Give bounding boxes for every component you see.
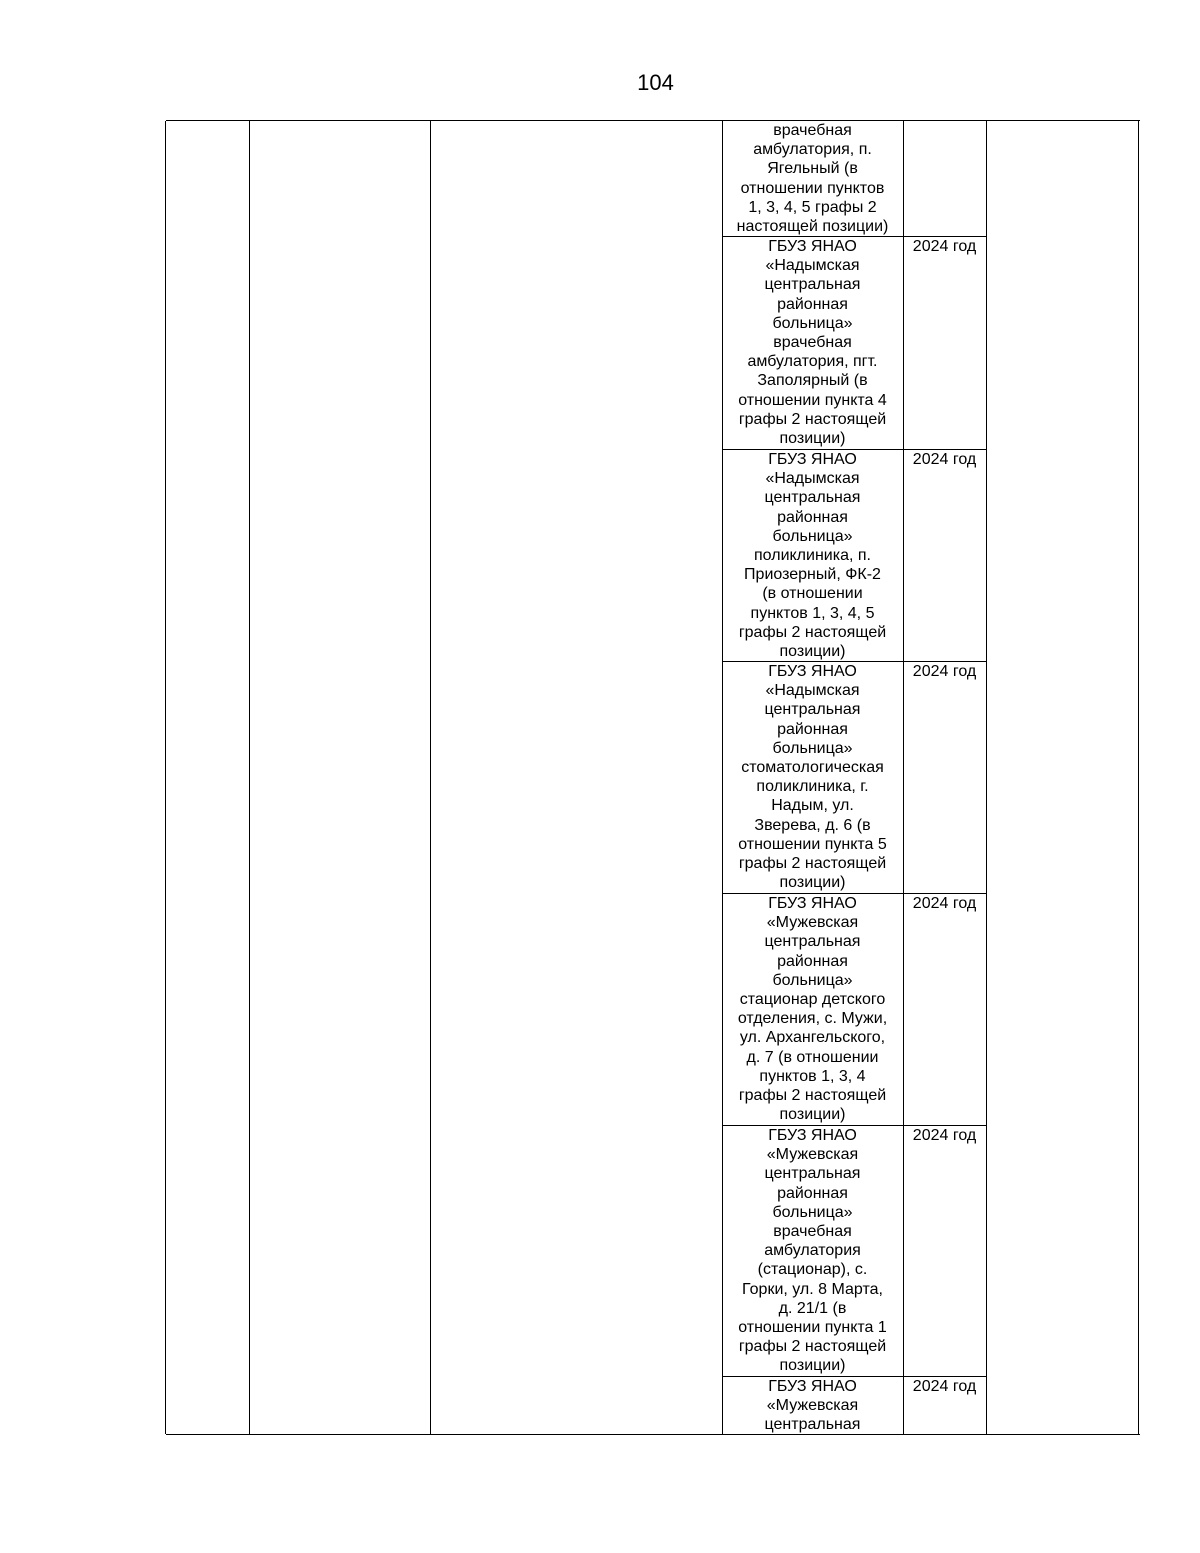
column-divider-1 (249, 121, 250, 1434)
table-row (722, 1125, 986, 1376)
column-divider-2 (430, 121, 431, 1434)
organization-cell: ГБУЗ ЯНАО «Мужевская центральная районная больница» стационар детского отделения, с. Мужи, ул. Архангельского, д. 7 (в отношении пунктов 1, 3, 4 графы 2 настоящей позиции) (737, 895, 888, 1124)
table-row (722, 449, 986, 661)
year-cell: 2024 год (912, 1127, 977, 1144)
year-cell: 2024 год (912, 238, 977, 255)
table-border-right (1138, 121, 1139, 1434)
table-row (722, 236, 986, 449)
organization-cell: ГБУЗ ЯНАО «Надымская центральная районная больница» стоматологическая поликлиника, г. Надым, ул. Зверева, д. 6 (в отношении пункта 5 графы 2 настоящей позиции) (738, 663, 887, 892)
organization-cell: ГБУЗ ЯНАО «Надымская центральная районная больница» поликлиника, п. Приозерный, ФК-2 (в отношении пунктов 1, 3, 4, 5 графы 2 настоящей позиции) (738, 451, 887, 661)
organization-cell: ГБУЗ ЯНАО «Мужевская центральная районная больница» врачебная амбулатория (стационар), с. Горки, ул. 8 Марта, д. 21/1 (в отношении пункта 1 графы 2 настоящей позиции) (738, 1127, 887, 1375)
page-number: 104 (637, 70, 674, 95)
table-row (722, 893, 986, 1125)
organization-cell: врачебная амбулатория, п. Ягельный (в отношении пунктов 1, 3, 4, 5 графы 2 настоящей позиции) (736, 122, 889, 236)
year-cell: 2024 год (912, 663, 977, 680)
table-row (722, 1376, 986, 1434)
organization-cell: ГБУЗ ЯНАО «Надымская центральная районная больница» врачебная амбулатория, пгт. Заполярный (в отношении пункта 4 графы 2 настоящей позиции) (738, 238, 887, 448)
table-row (722, 661, 986, 893)
table-border-left (165, 121, 166, 1434)
year-cell: 2024 год (912, 1378, 977, 1395)
year-cell: 2024 год (912, 895, 977, 912)
document-table (166, 120, 1140, 1435)
organization-cell: ГБУЗ ЯНАО «Мужевская центральная (764, 1378, 861, 1434)
column-divider-5 (986, 121, 987, 1434)
table-row (722, 121, 986, 236)
year-cell: 2024 год (912, 451, 977, 468)
